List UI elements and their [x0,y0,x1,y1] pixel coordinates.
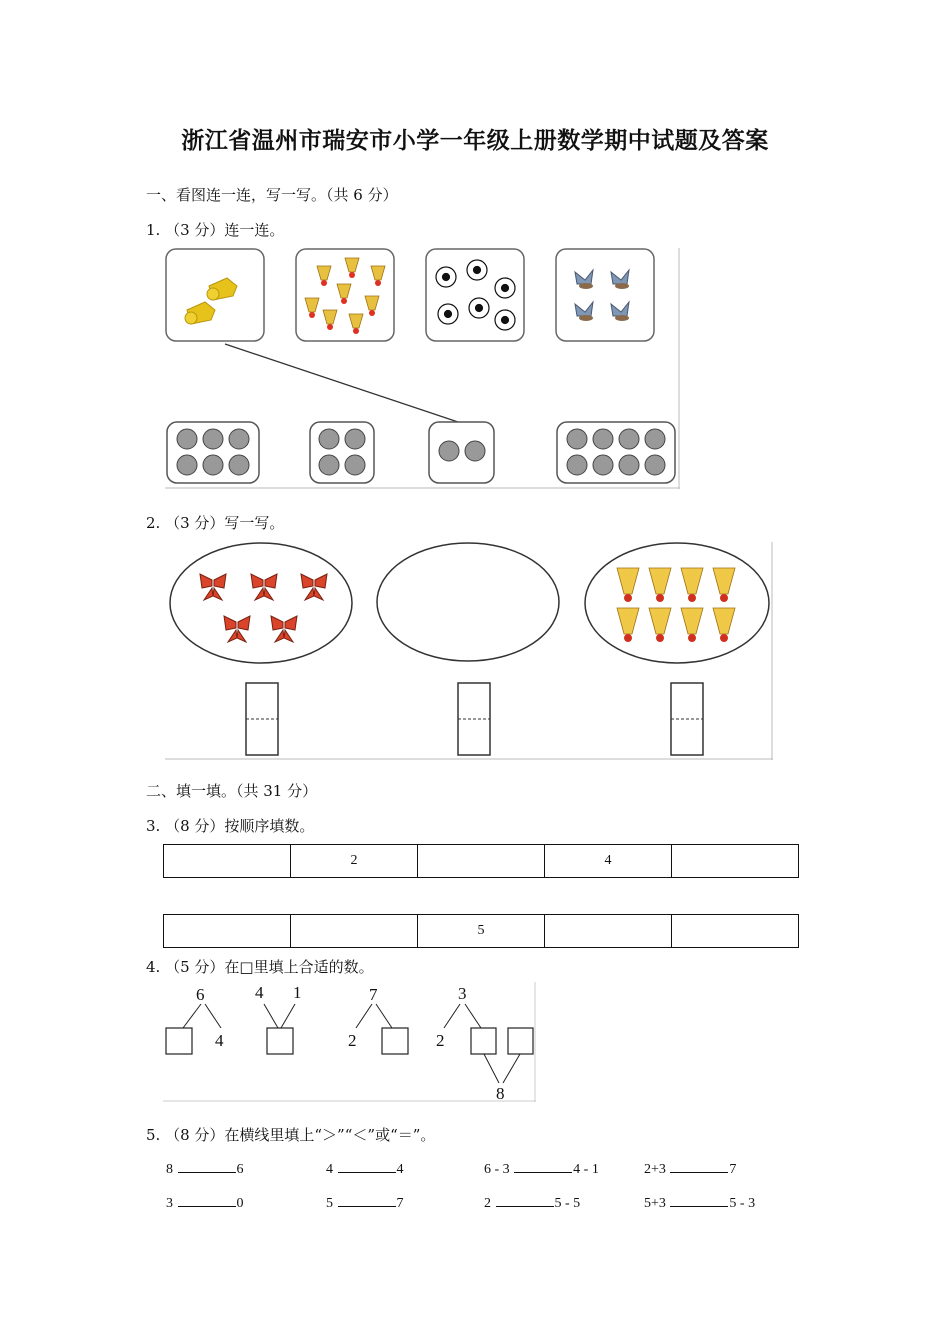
bond4-box-a[interactable] [471,1028,496,1054]
bond3-left: 2 [348,1031,357,1050]
q1-matching-figure [165,248,680,489]
bond3-box[interactable] [382,1028,408,1054]
bond1-top: 6 [196,985,205,1004]
seq-cell[interactable] [418,845,545,878]
seq-cell[interactable] [545,915,672,948]
q2-label: 2. （3 分）写一写。 [146,514,285,532]
butterfly-oval [170,543,352,663]
section2-heading: 二、填一填。（共 31 分） [146,782,318,800]
answer-box-3[interactable] [671,683,703,755]
answer-blank[interactable] [338,1159,396,1173]
seq-cell: 2 [291,845,418,878]
seq-cell[interactable] [164,845,291,878]
compare-item: 6 - 3 4 - 1 [484,1159,599,1178]
bond2-right: 1 [293,983,302,1002]
answer-box-2[interactable] [458,683,490,755]
answer-blank[interactable] [496,1193,554,1207]
bond4-box-b[interactable] [508,1028,533,1054]
football-box[interactable] [426,249,524,341]
compare-item: 2+3 7 [644,1159,736,1178]
q1-label: 1. （3 分）连一连。 [146,221,285,239]
bond1-right: 4 [215,1031,224,1050]
answer-box-1[interactable] [246,683,278,755]
compare-item: 2 5 - 5 [484,1193,580,1212]
q2-writing-figure [165,542,773,760]
football-icon [436,267,456,287]
bond3-top: 7 [369,985,378,1004]
bond4-left: 2 [436,1031,445,1050]
dots-box-2[interactable] [429,422,494,483]
q3-label: 3. （8 分）按顺序填数。 [146,817,315,835]
example-connect-line [225,344,461,423]
bond1-box[interactable] [166,1028,192,1054]
seq-cell[interactable] [164,915,291,948]
seq-cell[interactable] [672,915,799,948]
football-icon [469,298,489,318]
bond4-bottom: 8 [496,1084,505,1102]
bond2-left: 4 [255,983,264,1002]
crab-box[interactable] [556,249,654,341]
dots-box-6[interactable] [167,422,259,483]
answer-blank[interactable] [178,1193,236,1207]
compare-item: 5 7 [326,1193,404,1212]
q5-label: 5. （8 分）在横线里填上“＞”“＜”或“＝”。 [146,1126,436,1144]
football-icon [495,310,515,330]
compare-item: 8 6 [166,1159,244,1178]
answer-blank[interactable] [670,1159,728,1173]
seq-cell[interactable] [291,915,418,948]
shuttlecock-oval [585,543,769,663]
answer-blank[interactable] [514,1159,572,1173]
whistle-box[interactable] [166,249,264,341]
seq-cell: 4 [545,845,672,878]
football-icon [438,304,458,324]
sequence-row-2 [163,914,799,948]
dots-box-8[interactable] [557,422,675,483]
football-icon [495,278,515,298]
bond2-box[interactable] [267,1028,293,1054]
seq-cell: 5 [418,915,545,948]
q4-number-bonds [163,982,536,1102]
bond4-top: 3 [458,984,467,1003]
page-title: 浙江省温州市瑞安市小学一年级上册数学期中试题及答案 [181,127,769,154]
compare-item: 5+3 5 - 3 [644,1193,755,1212]
shuttlecock-box[interactable] [296,249,394,341]
compare-item: 3 0 [166,1193,244,1212]
answer-blank[interactable] [178,1159,236,1173]
answer-blank[interactable] [338,1193,396,1207]
sequence-row-1 [163,844,799,878]
dots-box-4[interactable] [310,422,374,483]
empty-oval [377,543,559,661]
football-icon [467,260,487,280]
compare-item: 4 4 [326,1159,404,1178]
seq-cell[interactable] [672,845,799,878]
section1-heading: 一、看图连一连，写一写。（共 6 分） [146,186,398,204]
q4-label: 4. （5 分）在□里填上合适的数。 [146,958,374,976]
answer-blank[interactable] [670,1193,728,1207]
